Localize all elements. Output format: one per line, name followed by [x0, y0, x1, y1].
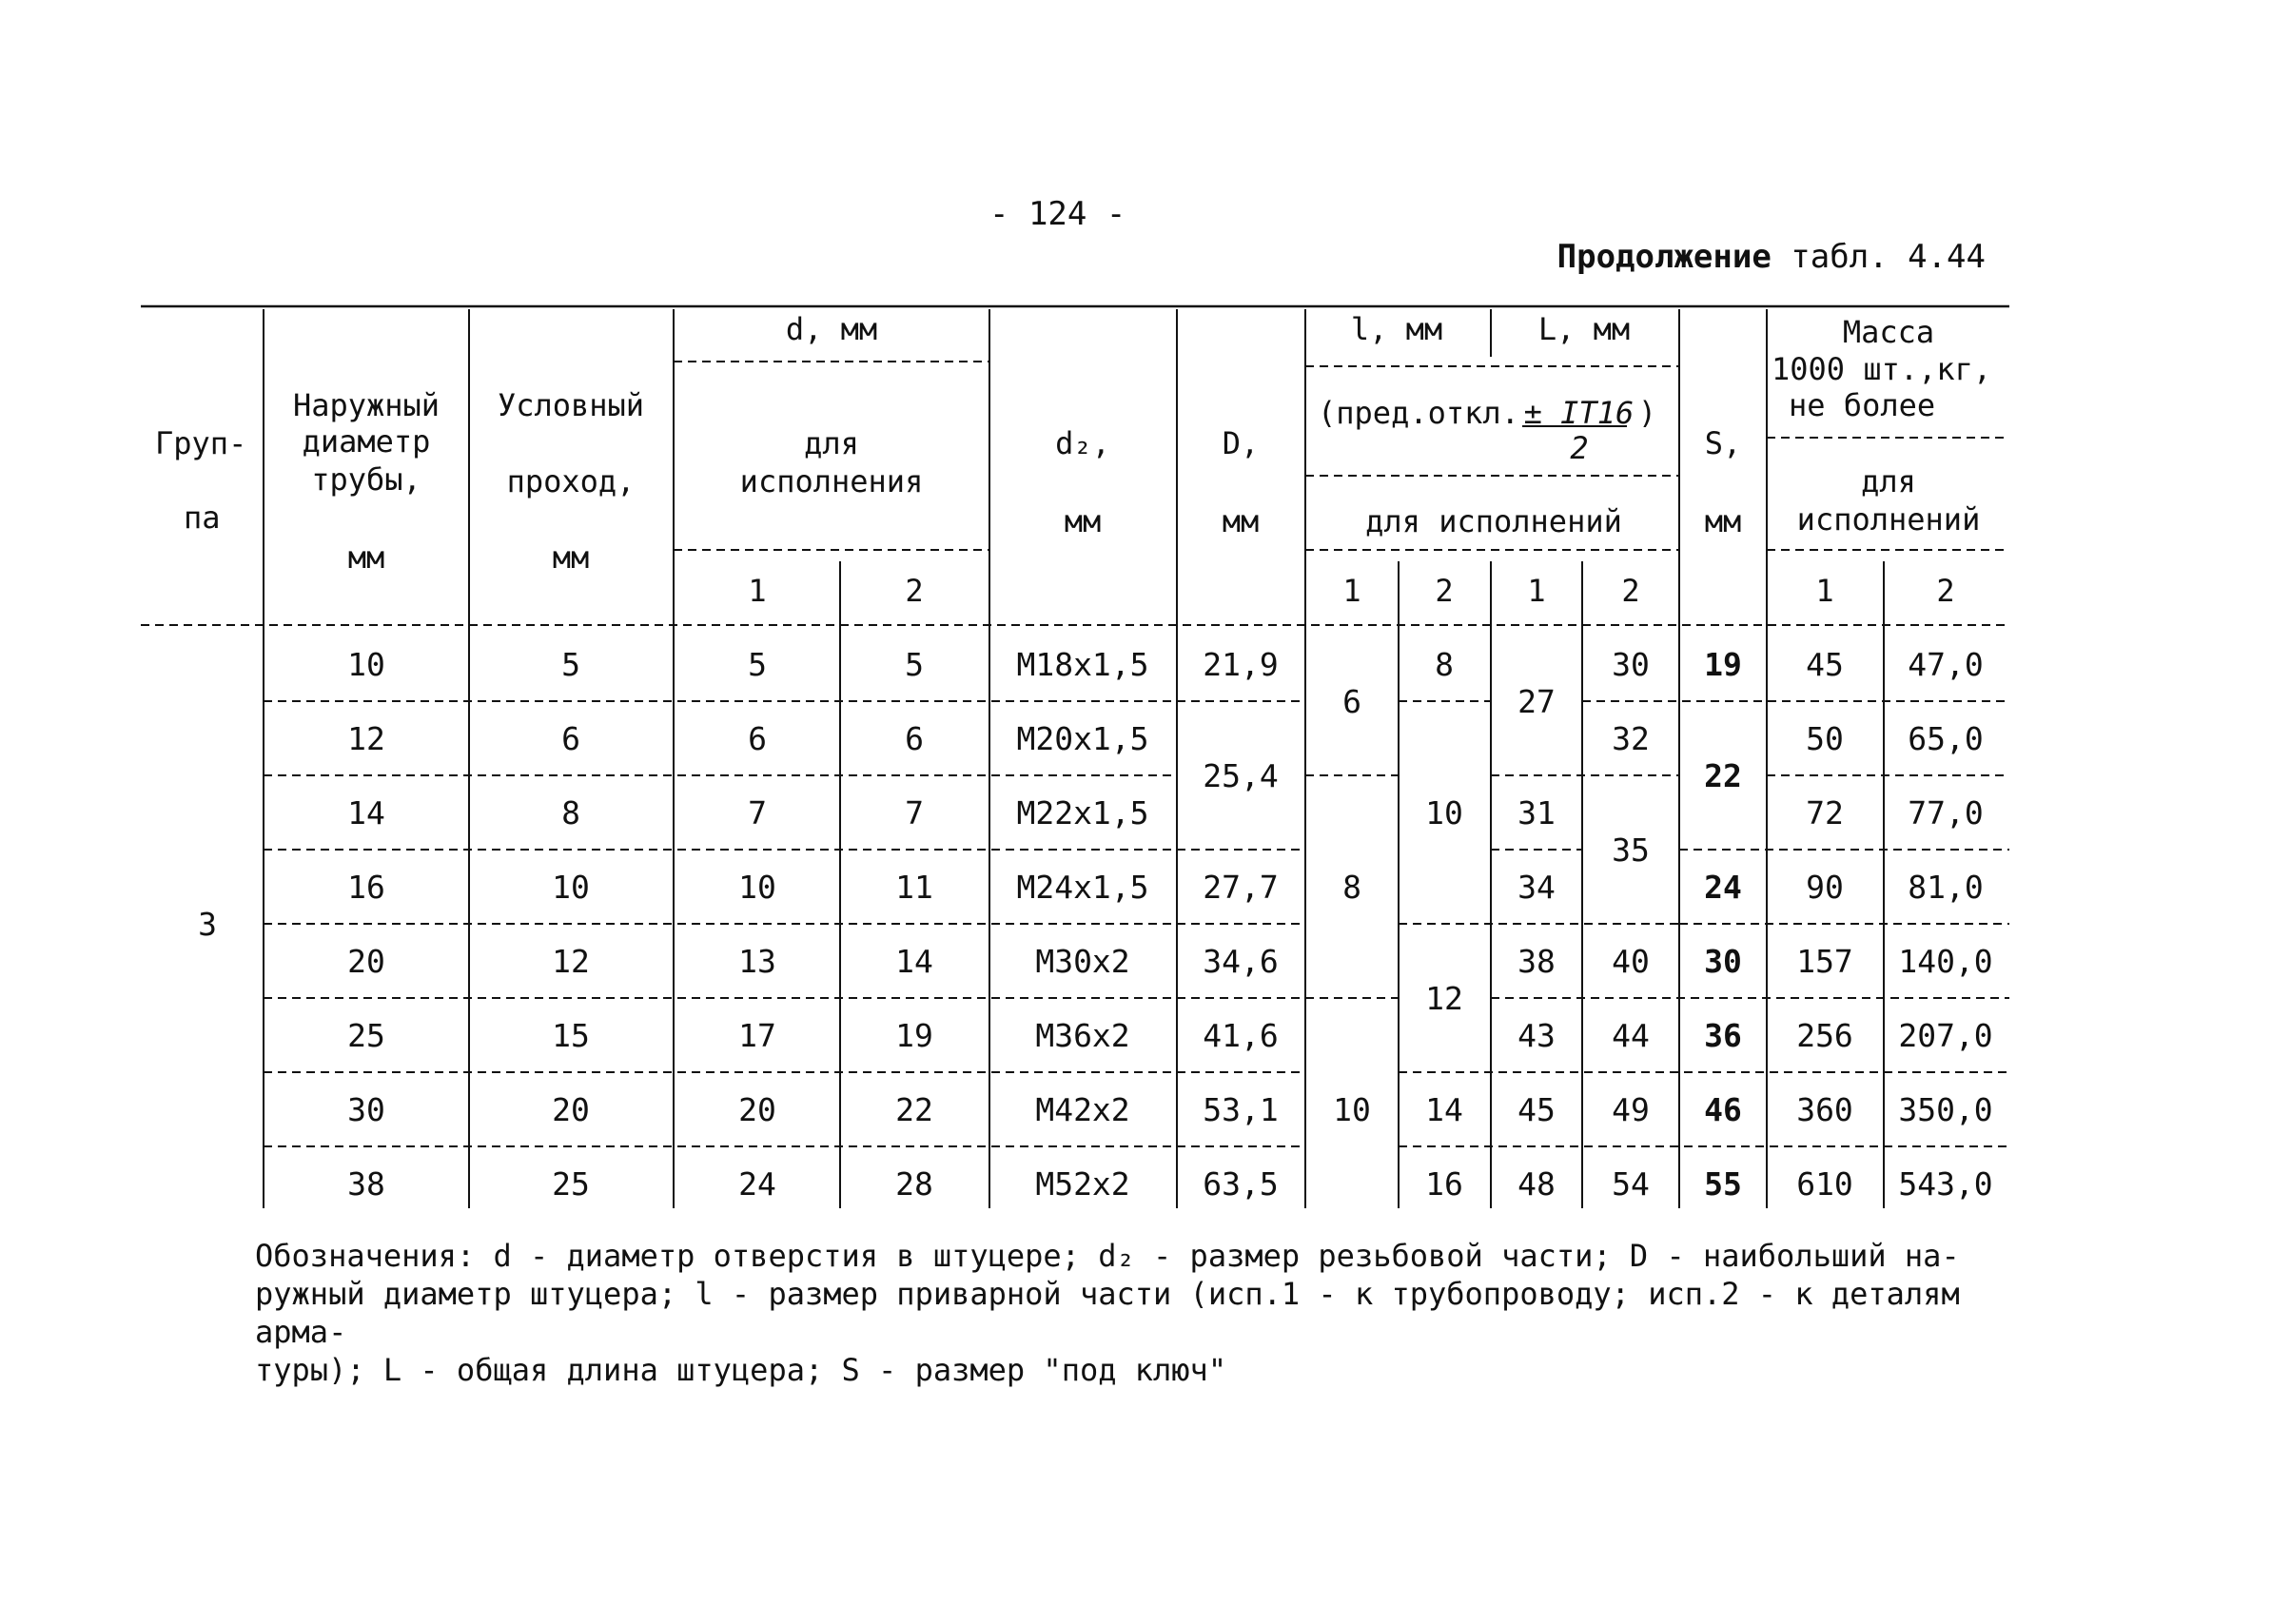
- cell-mass2: 543,0: [1898, 1165, 1993, 1203]
- cell-d1: 17: [738, 1017, 776, 1054]
- cell-thread: M30x2: [1035, 943, 1130, 980]
- cell-S: 22: [1704, 757, 1742, 794]
- cell-L1: 43: [1517, 1017, 1556, 1054]
- cell-mass2: 81,0: [1908, 869, 1984, 906]
- cell-mass2: 77,0: [1908, 794, 1984, 832]
- header-nominal-line1: Условный: [497, 387, 645, 423]
- cell-thread: M52x2: [1035, 1165, 1130, 1203]
- cell-l1: 8: [1342, 869, 1361, 906]
- header-d-sub-line2: исполнения: [739, 463, 924, 499]
- cell-L1: 48: [1517, 1165, 1556, 1203]
- cell-L2: 49: [1612, 1091, 1650, 1128]
- cell-mass2: 65,0: [1908, 720, 1984, 757]
- cell-L1: 45: [1517, 1091, 1556, 1128]
- cell-nominal: 25: [552, 1165, 590, 1203]
- group-value: 3: [198, 906, 217, 943]
- header-l-exec-1: 1: [1342, 573, 1361, 609]
- cell-nominal: 12: [552, 943, 590, 980]
- cell-L2: 35: [1612, 832, 1650, 869]
- cell-L1: 27: [1517, 683, 1556, 720]
- cell-nominal: 8: [561, 794, 580, 832]
- cell-d1: 20: [738, 1091, 776, 1128]
- cell-outer-diam: 10: [347, 646, 385, 683]
- cell-l2: 8: [1435, 646, 1454, 683]
- cell-l1: 10: [1333, 1091, 1371, 1128]
- header-group-line2: па: [184, 499, 221, 536]
- cell-L2: 40: [1612, 943, 1650, 980]
- cell-nominal: 20: [552, 1091, 590, 1128]
- cell-mass1: 360: [1796, 1091, 1853, 1128]
- tolerance-suffix: ): [1637, 395, 1657, 431]
- cell-nominal: 6: [561, 720, 580, 757]
- cell-d2-exec: 11: [895, 869, 933, 906]
- cell-d2-exec: 22: [895, 1091, 933, 1128]
- cell-S: 24: [1704, 869, 1742, 906]
- cell-L2: 54: [1612, 1165, 1650, 1203]
- header-mass-line2: 1000 шт.,кг,: [1772, 351, 1992, 387]
- cell-thread: M24x1,5: [1016, 869, 1149, 906]
- cell-d1: 6: [748, 720, 767, 757]
- header-outer-diam-unit: мм: [347, 539, 385, 576]
- cell-L2: 30: [1612, 646, 1650, 683]
- cell-mass2: 350,0: [1898, 1091, 1993, 1128]
- header-S: S,: [1704, 425, 1742, 461]
- cell-S: 46: [1704, 1091, 1742, 1128]
- tolerance-numerator: ± IT16: [1523, 395, 1635, 431]
- cell-D: 63,5: [1203, 1165, 1279, 1203]
- cell-mass2: 47,0: [1908, 646, 1984, 683]
- cell-outer-diam: 12: [347, 720, 385, 757]
- header-nominal-line2: проход,: [506, 463, 636, 499]
- cell-thread: M36x2: [1035, 1017, 1130, 1054]
- header-tolerance: [1318, 395, 1657, 431]
- header-d-exec-2: 2: [905, 573, 924, 609]
- cell-d2-exec: 14: [895, 943, 933, 980]
- cell-outer-diam: 16: [347, 869, 385, 906]
- footnote-line: ружный диаметр штуцера; l - размер приварной части (исп.1 - к трубопроводу; исп.2 - к деталям арма-: [255, 1276, 1960, 1350]
- cell-outer-diam: 25: [347, 1017, 385, 1054]
- cell-D: 53,1: [1203, 1091, 1279, 1128]
- cell-D: 21,9: [1203, 646, 1279, 683]
- header-mass-sub-line2: исполнений: [1796, 501, 1981, 538]
- cell-mass1: 90: [1806, 869, 1844, 906]
- cell-mass2: 140,0: [1898, 943, 1993, 980]
- header-d-exec-1: 1: [748, 573, 767, 609]
- cell-mass1: 610: [1796, 1165, 1853, 1203]
- header-l: l, мм: [1350, 311, 1443, 347]
- cell-l1: 6: [1342, 683, 1361, 720]
- header-mass-line3: не более: [1789, 387, 1936, 423]
- header-mass-sub-line1: для: [1861, 463, 1916, 499]
- cell-S: 19: [1704, 646, 1742, 683]
- cell-S: 30: [1704, 943, 1742, 980]
- cell-d1: 5: [748, 646, 767, 683]
- header-nominal-unit: мм: [552, 539, 590, 576]
- cell-outer-diam: 20: [347, 943, 385, 980]
- header-mass-exec-1: 1: [1815, 573, 1834, 609]
- cell-D: 34,6: [1203, 943, 1279, 980]
- header-L: L, мм: [1537, 311, 1631, 347]
- header-mass-exec-2: 2: [1936, 573, 1955, 609]
- header-d2-unit: мм: [1064, 503, 1102, 539]
- header-S-unit: мм: [1704, 503, 1742, 539]
- cell-mass1: 157: [1796, 943, 1853, 980]
- cell-thread: M18x1,5: [1016, 646, 1149, 683]
- cell-d2-exec: 7: [905, 794, 924, 832]
- cell-mass1: 50: [1806, 720, 1844, 757]
- cell-thread: M20x1,5: [1016, 720, 1149, 757]
- cell-d2-exec: 19: [895, 1017, 933, 1054]
- cell-L1: 34: [1517, 869, 1556, 906]
- header-l-exec-2: 2: [1435, 573, 1454, 609]
- cell-mass1: 72: [1806, 794, 1844, 832]
- footnote-line: туры); L - общая длина штуцера; S - размер "под ключ": [255, 1352, 1227, 1388]
- cell-d1: 10: [738, 869, 776, 906]
- cell-thread: M22x1,5: [1016, 794, 1149, 832]
- header-d: d, мм: [785, 311, 878, 347]
- header-outer-diam-line1: Наружный: [292, 387, 440, 423]
- cell-d1: 13: [738, 943, 776, 980]
- cell-L1: 31: [1517, 794, 1556, 832]
- cell-L2: 44: [1612, 1017, 1650, 1054]
- tolerance-prefix: (пред.откл.: [1318, 395, 1519, 431]
- header-executions: для исполнений: [1365, 503, 1622, 539]
- cell-S: 36: [1704, 1017, 1742, 1054]
- cell-l2: 14: [1425, 1091, 1463, 1128]
- cell-D: 25,4: [1203, 757, 1279, 794]
- cell-d2-exec: 5: [905, 646, 924, 683]
- header-L-exec-1: 1: [1527, 573, 1546, 609]
- cell-D: 27,7: [1203, 869, 1279, 906]
- header-outer-diam-line3: трубы,: [311, 461, 421, 498]
- cell-l2: 16: [1425, 1165, 1463, 1203]
- header-d2: d₂,: [1055, 425, 1110, 461]
- cell-nominal: 5: [561, 646, 580, 683]
- header-L-exec-2: 2: [1621, 573, 1640, 609]
- cell-mass2: 207,0: [1898, 1017, 1993, 1054]
- cell-D: 41,6: [1203, 1017, 1279, 1054]
- header-mass-line1: Масса: [1842, 314, 1935, 350]
- tolerance-denominator: 2: [1570, 430, 1589, 466]
- cell-nominal: 15: [552, 1017, 590, 1054]
- footnote-line: Обозначения: d - диаметр отверстия в штуцере; d₂ - размер резьбовой части; D - наибольший на-: [255, 1238, 1960, 1274]
- cell-thread: M42x2: [1035, 1091, 1130, 1128]
- cell-L2: 32: [1612, 720, 1650, 757]
- header-group-line1: Груп-: [155, 425, 247, 461]
- continuation-rest: табл. 4.44: [1791, 238, 1986, 276]
- continuation-word: Продолжение: [1556, 238, 1772, 276]
- table-footnote: [255, 1237, 1996, 1389]
- cell-d1: 24: [738, 1165, 776, 1203]
- cell-L1: 38: [1517, 943, 1556, 980]
- header-D: D,: [1222, 425, 1260, 461]
- header-d-sub-line1: для: [804, 425, 859, 461]
- cell-outer-diam: 14: [347, 794, 385, 832]
- cell-d2-exec: 6: [905, 720, 924, 757]
- cell-l2: 12: [1425, 980, 1463, 1017]
- cell-d1: 7: [748, 794, 767, 832]
- cell-l2: 10: [1425, 794, 1463, 832]
- cell-S: 55: [1704, 1165, 1742, 1203]
- cell-outer-diam: 38: [347, 1165, 385, 1203]
- header-D-unit: мм: [1222, 503, 1260, 539]
- cell-mass1: 256: [1796, 1017, 1853, 1054]
- cell-outer-diam: 30: [347, 1091, 385, 1128]
- page-number: - 124 -: [989, 195, 1126, 233]
- cell-mass1: 45: [1806, 646, 1844, 683]
- header-outer-diam-line2: диаметр: [302, 423, 431, 460]
- cell-nominal: 10: [552, 869, 590, 906]
- cell-d2-exec: 28: [895, 1165, 933, 1203]
